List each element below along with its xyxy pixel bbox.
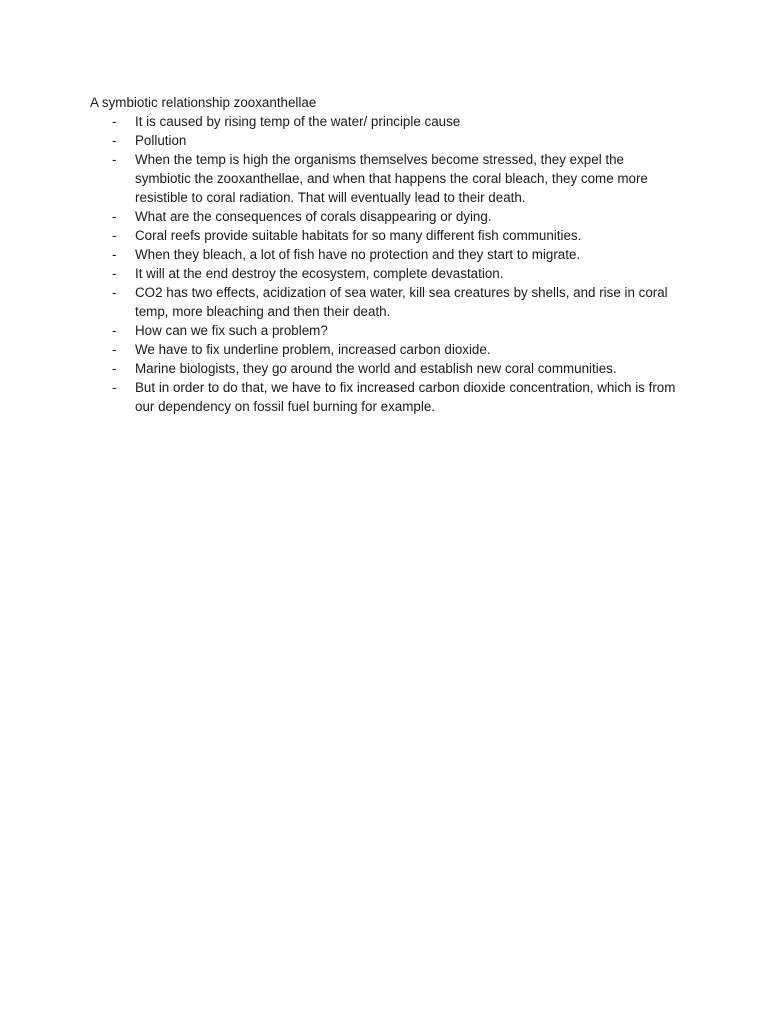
bullet-dash: -	[112, 323, 117, 338]
list-item	[90, 245, 680, 264]
list-item	[90, 226, 680, 245]
document-body	[90, 93, 680, 416]
bullet-dash: -	[112, 152, 117, 167]
list-item	[90, 112, 680, 131]
bullet-dash: -	[112, 209, 117, 224]
bullet-dash: -	[112, 114, 117, 129]
list-item	[90, 321, 680, 340]
list-item-text: CO2 has two effects, acidization of sea water, kill sea creatures by shells, and rise in coral temp, more bleaching and then their death.	[135, 285, 668, 319]
list-item-text: But in order to do that, we have to fix increased carbon dioxide concentration, which is from our dependency on fossil fuel burning for example.	[135, 380, 676, 414]
list-item-text: It is caused by rising temp of the water/ principle cause	[135, 114, 461, 129]
list-item	[90, 283, 680, 321]
list-item	[90, 359, 680, 378]
list-item-text: When they bleach, a lot of fish have no protection and they start to migrate.	[135, 247, 581, 262]
list-item-text: What are the consequences of corals disappearing or dying.	[135, 209, 492, 224]
list-item-text: How can we fix such a problem?	[135, 323, 328, 338]
bullet-dash: -	[112, 133, 117, 148]
bullet-dash: -	[112, 361, 117, 376]
list-item	[90, 131, 680, 150]
bullet-dash: -	[112, 228, 117, 243]
list-item-text: Pollution	[135, 133, 187, 148]
bullet-dash: -	[112, 342, 117, 357]
list-item-text: It will at the end destroy the ecosystem, complete devastation.	[135, 266, 504, 281]
list-item-text: Coral reefs provide suitable habitats for so many different fish communities.	[135, 228, 582, 243]
list-item	[90, 340, 680, 359]
heading: A symbiotic relationship zooxanthellae	[90, 95, 317, 110]
bullet-dash: -	[112, 380, 117, 395]
list-item	[90, 150, 680, 207]
list-item-text: When the temp is high the organisms themselves become stressed, they expel the symbiotic the zooxanthellae, and when that happens the coral bleach, they come more resistible to coral radiation. That will eventually lead to their death.	[135, 152, 648, 205]
bullet-list	[90, 112, 680, 416]
list-item	[90, 264, 680, 283]
list-item	[90, 378, 680, 416]
bullet-dash: -	[112, 247, 117, 262]
list-item	[90, 207, 680, 226]
bullet-dash: -	[112, 285, 117, 300]
bullet-dash: -	[112, 266, 117, 281]
list-item-text: Marine biologists, they go around the world and establish new coral communities.	[135, 361, 617, 376]
list-item-text: We have to fix underline problem, increased carbon dioxide.	[135, 342, 491, 357]
